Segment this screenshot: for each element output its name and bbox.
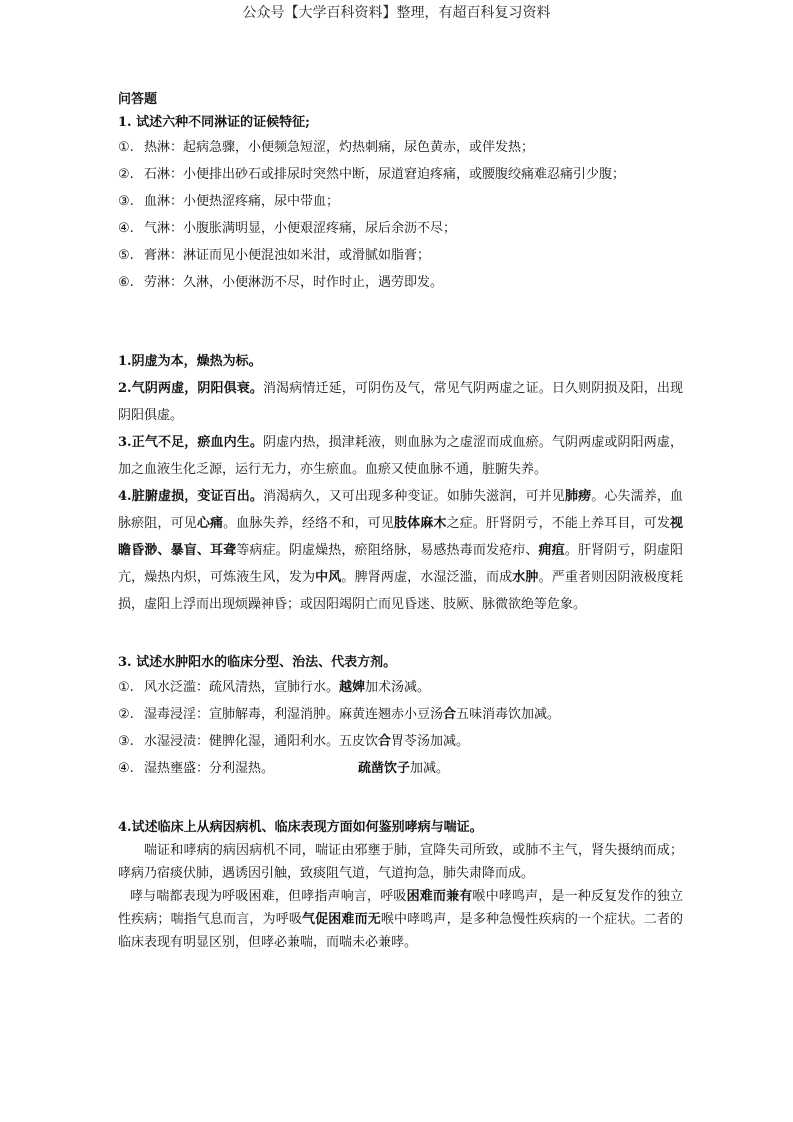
text-run: 等病症。阴虚燥热，瘀阻络脉，易感热毒而发疮疖、	[236, 543, 539, 558]
text-run: 。肝肾阴亏，阴虚阳亢，燥热内炽，可炼液生风，发为	[118, 543, 683, 585]
list-item-number: ④.	[118, 761, 134, 776]
emphasis: 困难而兼有	[406, 889, 473, 904]
emphasis: 合	[378, 734, 392, 749]
question-3-title: 3. 试述水肿阳水的临床分型、治法、代表方剂。	[118, 655, 397, 670]
section-spacer	[118, 618, 683, 651]
list-item	[118, 701, 683, 728]
answer-2-point-2	[118, 375, 683, 429]
emphasis: 合	[443, 707, 457, 722]
list-item-text: 血淋：小便热涩疼痛，尿中带血；	[144, 194, 340, 209]
list-item-text: 水湿浸渍：健脾化湿，通阳利水。五皮饮	[144, 734, 379, 749]
list-item-text: 加减。	[410, 761, 450, 776]
text-run: 。心失濡养，血脉瘀阻，可见	[118, 489, 683, 531]
list-item-text: 胃苓汤加减。	[391, 734, 470, 749]
emphasis: 水肿	[512, 570, 539, 585]
section-spacer	[118, 782, 683, 816]
answer-2-point-1	[118, 348, 683, 375]
page-header: 公众号【大学百科资料】整理，有超百科复习资料	[242, 5, 551, 21]
list-item-number: ④.	[118, 221, 134, 236]
list-item	[118, 242, 683, 269]
list-item-text: 气淋：小腹胀满明显，小便艰涩疼痛，尿后余沥不尽；	[144, 221, 457, 236]
emphasis: 痈疽	[538, 543, 565, 558]
list-item	[118, 728, 683, 755]
list-item	[118, 269, 683, 296]
list-item-number: ①.	[118, 140, 134, 155]
list-item-text: 膏淋：淋证而见小便混浊如米泔，或滑腻如脂膏；	[144, 248, 431, 263]
text-run: 。血脉失养，经络不和，可见	[223, 516, 394, 531]
list-item	[118, 755, 683, 782]
list-item	[118, 161, 683, 188]
list-item	[118, 188, 683, 215]
emphasis: 肺痨	[564, 489, 592, 504]
text-run: 哮与喘都表现为呼吸困难，但哮指声响言，呼吸	[130, 889, 407, 904]
answer-2-point-3-heading: 3.正气不足，瘀血内生。	[118, 435, 263, 450]
answer-2-point-4-heading: 4.脏腑虚损，变证百出。	[118, 489, 263, 504]
text-run: 消渴病久，又可出现多种变证。如肺失滋润，可并见	[262, 489, 565, 504]
list-item-number: ③.	[118, 194, 134, 209]
list-item-text: 热淋：起病急骤，小便频急短涩，灼热刺痛，尿色黄赤，或伴发热；	[144, 140, 535, 155]
emphasis: 视瞻昏渺、暴盲、耳聋	[118, 516, 683, 558]
text-run: 。脾肾两虚，水湿泛滥，而成	[341, 570, 513, 585]
list-item-number: ①.	[118, 680, 134, 695]
question-4-title: 4.试述临床上从病因病机、临床表现方面如何鉴别哮病与喘证。	[118, 820, 483, 835]
question-1-list	[118, 134, 683, 296]
answer-2-point-3-text: 阴虚内热，损津耗液，则血脉为之虚涩而成血瘀。气阴两虚或阴阳两虚，加之血液生化乏源，运行无力，亦生瘀血。血瘀又使血脉不通，脏腑失养。	[118, 435, 683, 477]
answer-2-point-4	[118, 483, 683, 618]
list-item	[118, 215, 683, 242]
list-item-number: ⑥.	[118, 275, 134, 290]
question-1-title: 1. 试述六种不同淋证的证候特征;	[118, 115, 310, 130]
list-item-number: ②.	[118, 707, 134, 722]
list-item-text: 湿毒浸淫：宣肺解毒，利湿消肿。麻黄连翘赤小豆汤	[144, 707, 444, 722]
emphasis: 疏凿饮子	[358, 761, 411, 776]
list-item-text: 劳淋：久淋，小便淋沥不尽，时作时止，遇劳即发。	[144, 275, 444, 290]
answer-2-point-2-heading: 2.气阴两虚，阴阳俱衰。	[118, 381, 263, 396]
answer-4-paragraph-2	[118, 885, 683, 954]
list-item-text: 加术汤减。	[365, 680, 431, 695]
list-item	[118, 674, 683, 701]
list-item-text: 风水泛滥：疏风清热，宣肺行水。	[144, 680, 340, 695]
list-item-number: ③.	[118, 734, 134, 749]
document-content	[118, 89, 683, 954]
emphasis: 肢体麻木	[394, 516, 447, 531]
question-3-list	[118, 674, 683, 782]
emphasis: 中风	[315, 570, 342, 585]
emphasis: 越婢	[339, 680, 366, 695]
emphasis: 心痛	[196, 516, 224, 531]
list-item-number: ②.	[118, 167, 134, 182]
text-run: 之症。肝肾阴亏，不能上养耳目，可发	[446, 516, 670, 531]
list-item	[118, 134, 683, 161]
emphasis: 气促困难而无	[302, 912, 381, 927]
list-item-text: 湿热壅盛：分利湿热。	[144, 761, 275, 776]
section-spacer	[118, 296, 683, 348]
answer-2-point-3	[118, 429, 683, 483]
text-run: 喉中哮鸣声，是一种反复发作的独立性疾病；喘指气息而言，为呼吸	[118, 889, 683, 927]
list-item-text: 五味消毒饮加减。	[456, 707, 561, 722]
list-item-number: ⑤.	[118, 248, 134, 263]
text-run: 。严重者则因阴液极度耗损，虚阳上浮而出现烦躁神昏；或因阳竭阴亡而见昏迷、肢厥、脉微欲绝等危象。	[118, 570, 683, 612]
answer-2-point-1-heading: 1.阴虚为本，燥热为标。	[118, 354, 262, 369]
text-run: 喉中哮鸣声，是多种急慢性疾病的一个症状。二者的临床表现有明显区别，但哮必兼喘，而喘未必兼哮。	[118, 912, 683, 950]
answer-4-paragraph-1: 喘证和哮病的病因病机不同，喘证由邪壅于肺，宣降失司所致，或肺不主气，肾失摄纳而成；哮病乃宿痰伏肺，遇诱因引触，致痰阻气道，气道拘急，肺失肃降而成。	[118, 843, 683, 881]
list-item-text: 石淋：小便排出砂石或排尿时突然中断，尿道窘迫疼痛，或腰腹绞痛难忍痛引少腹；	[144, 167, 626, 182]
answer-2-point-2-text: 消渴病情迁延，可阴伤及气，常见气阴两虚之证。日久则阴损及阳，出现阴阳俱虚。	[118, 381, 683, 423]
section-title: 问答题	[118, 92, 158, 107]
